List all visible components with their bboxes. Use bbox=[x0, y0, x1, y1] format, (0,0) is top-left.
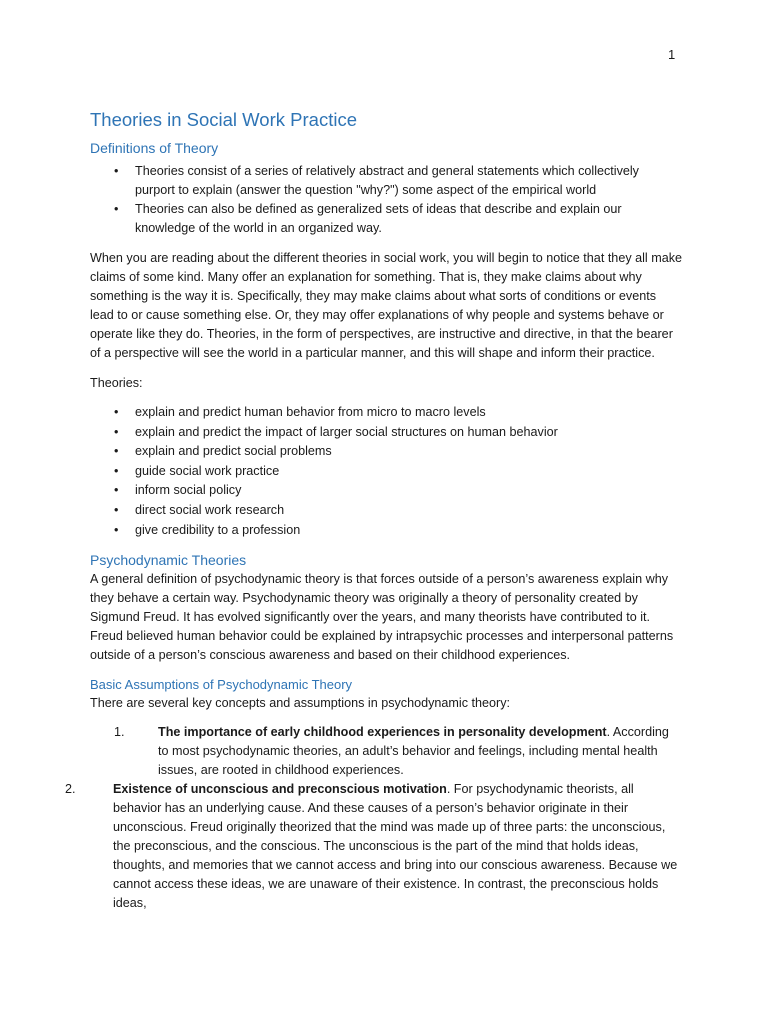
theories-label: Theories: bbox=[90, 376, 143, 390]
theories-list bbox=[90, 403, 682, 540]
bullet-icon: • bbox=[114, 202, 119, 216]
assumption-title: The importance of early childhood experiences in personality development bbox=[158, 724, 607, 739]
bullet-icon: • bbox=[114, 502, 119, 517]
list-item: • Theories can also be defined as generalized sets of ideas that describe and explain our knowledge of the world in an organized way. bbox=[114, 202, 622, 235]
list-number: 2. bbox=[65, 781, 76, 796]
assumption-text: . For psychodynamic theorists, all behavior has an underlying cause. And these causes of a person’s behavior originate in their unconscious. Freud originally theorized that the mind was made up of three parts: the unconscious, the preconscious, and the conscious. The unconscious is the part of the mind that holds ideas, thoughts, and memories that we cannot access and bring into our conscious awareness. Because we cannot access these ideas, we are unaware of their existence. In contrast, the preconscious holds ideas, bbox=[113, 781, 678, 910]
document-body bbox=[65, 108, 683, 913]
assumption-item-2 bbox=[0, 780, 682, 913]
bullet-icon: • bbox=[114, 522, 119, 537]
basic-assumptions-intro: There are several key concepts and assumptions in psychodynamic theory: bbox=[90, 695, 511, 710]
bullet-icon: • bbox=[114, 424, 119, 439]
psychodynamic-heading: Psychodynamic Theories bbox=[90, 551, 247, 568]
list-item: • inform social policy bbox=[90, 481, 682, 500]
bullet-icon: • bbox=[114, 463, 119, 478]
assumption-title: Existence of unconscious and preconscious motivation bbox=[113, 781, 447, 796]
assumption-text: . According to most psychodynamic theories, an adult’s behavior and feelings, including mental health issues, are rooted in childhood experiences. bbox=[158, 724, 669, 777]
page-number: 1 bbox=[668, 47, 676, 62]
bullet-icon: • bbox=[114, 444, 119, 459]
list-item: • guide social work practice bbox=[90, 462, 682, 481]
intro-paragraph: When you are reading about the different theories in social work, you will begin to notice that they all make claims of some kind. Many offer an explanation for something. That is, they make claims about why something is the way it is. Specifically, they may make claims about what sorts of conditions or events lead to or cause something else. Or, they may offer explanations of why people and systems behave or operate like they do. Theories, in the form of perspectives, are instructive and directive, in that the bearer of a perspective will see the world in a particular manner, and this will shape and inform their practice. bbox=[90, 251, 683, 360]
list-item: • give credibility to a profession bbox=[90, 521, 682, 540]
definitions-list bbox=[90, 162, 682, 238]
document-title: Theories in Social Work Practice bbox=[90, 109, 357, 130]
list-number: 1. bbox=[114, 724, 125, 739]
assumption-item-1 bbox=[90, 723, 682, 780]
psychodynamic-paragraph: A general definition of psychodynamic theory is that forces outside of a person’s awareness explain why they behave a certain way. Psychodynamic theory was originally a theory of personality created by Sigmund Freud. It has evolved significantly over the years, and many theorists have contributed to it. Freud believed human behavior could be explained by intrapsychic processes and interpersonal patterns outside of a person’s conscious awareness and based on their childhood experiences. bbox=[90, 571, 674, 662]
list-item: • explain and predict human behavior from micro to macro levels bbox=[90, 403, 682, 422]
bullet-icon: • bbox=[114, 405, 119, 419]
list-item: • explain and predict social problems bbox=[90, 442, 682, 461]
bullet-icon: • bbox=[114, 164, 119, 178]
bullet-icon: • bbox=[114, 483, 119, 498]
list-item: • explain and predict the impact of larger social structures on human behavior bbox=[90, 423, 682, 442]
definitions-heading: Definitions of Theory bbox=[90, 140, 219, 156]
list-item: • Theories consist of a series of relatively abstract and general statements which collectively purport to explain (answer the question "why?") some aspect of the empirical world bbox=[114, 164, 639, 197]
list-item: • direct social work research bbox=[90, 501, 682, 520]
basic-assumptions-heading: Basic Assumptions of Psychodynamic Theory bbox=[90, 676, 353, 692]
